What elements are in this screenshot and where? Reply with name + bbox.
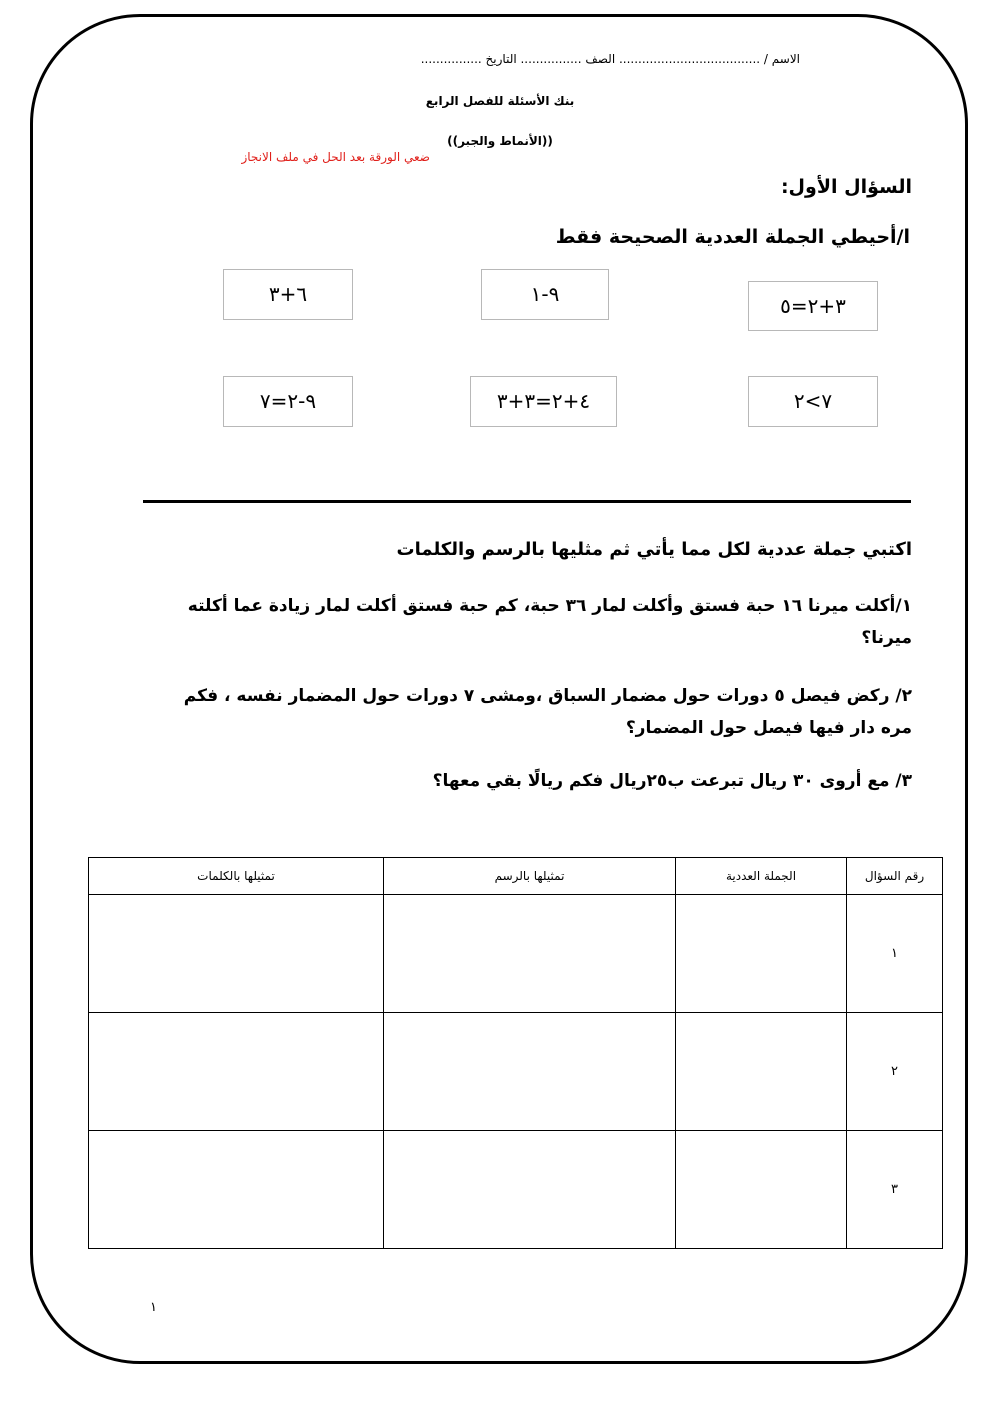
answer-cell[interactable] <box>384 1131 676 1249</box>
answer-cell[interactable] <box>676 1131 847 1249</box>
equation-box[interactable]: ٦+٣ <box>223 269 353 320</box>
column-header: رقم السؤال <box>847 858 943 895</box>
table-header-row <box>89 858 943 895</box>
equation-box[interactable]: ٩-١ <box>481 269 609 320</box>
page-subtitle: ((الأنماط والجبر)) <box>447 134 553 148</box>
problem-1-line-2: ميرنا؟ <box>861 628 912 648</box>
name-date-line: الاسم / ..................................... الصف ................ التاريخ ................ <box>420 52 800 66</box>
table-row <box>89 895 943 1013</box>
answer-cell[interactable] <box>676 1013 847 1131</box>
column-header: تمثيلها بالكلمات <box>89 858 384 895</box>
page-number: ١ <box>150 1300 157 1315</box>
question-number-cell: ٢ <box>847 1013 943 1131</box>
problem-2-line-2: مره دار فيها فيصل حول المضمار؟ <box>625 718 912 738</box>
question-1-instruction: ا/أحيطي الجملة العددية الصحيحة فقط <box>555 226 910 248</box>
section-2-instruction: اكتبي جملة عددية لكل مما يأتي ثم مثليها بالرسم والكلمات <box>396 539 912 560</box>
equation-box[interactable]: ٣+٢=٥ <box>748 281 878 331</box>
question-number-cell: ١ <box>847 895 943 1013</box>
problem-1-line-1: ١/أكلت ميرنا ١٦ حبة فستق وأكلت لمار ٣٦ حبة، كم حبة فستق أكلت لمار زيادة عما أكلته <box>187 596 912 616</box>
equation-box[interactable]: ٤+٢=٣+٣ <box>470 376 617 427</box>
table-row <box>89 1131 943 1249</box>
column-header: الجملة العددية <box>676 858 847 895</box>
table-row <box>89 1013 943 1131</box>
answer-cell[interactable] <box>89 1013 384 1131</box>
answer-cell[interactable] <box>89 895 384 1013</box>
equation-box[interactable]: ٩-٢=٧ <box>223 376 353 427</box>
question-number-cell: ٣ <box>847 1131 943 1249</box>
page-title: بنك الأسئلة للفصل الرابع <box>425 94 575 108</box>
section-divider <box>143 500 911 503</box>
instruction-note: ضعي الورقة بعد الحل في ملف الانجاز <box>241 150 430 164</box>
problem-2-line-1: ٢/ ركض فيصل ٥ دورات حول مضمار السباق ،ومشى ٧ دورات حول المضمار نفسه ، فكم <box>183 686 912 706</box>
answer-table <box>88 857 943 1249</box>
equation-box[interactable]: ٧>٢ <box>748 376 878 427</box>
column-header: تمثيلها بالرسم <box>384 858 676 895</box>
answer-cell[interactable] <box>89 1131 384 1249</box>
answer-cell[interactable] <box>384 1013 676 1131</box>
problem-3: ٣/ مع أروى ٣٠ ريال تبرعت ب٢٥ريال فكم ريالًا بقي معها؟ <box>432 771 912 791</box>
question-1-heading: السؤال الأول: <box>780 176 912 198</box>
answer-cell[interactable] <box>676 895 847 1013</box>
answer-cell[interactable] <box>384 895 676 1013</box>
